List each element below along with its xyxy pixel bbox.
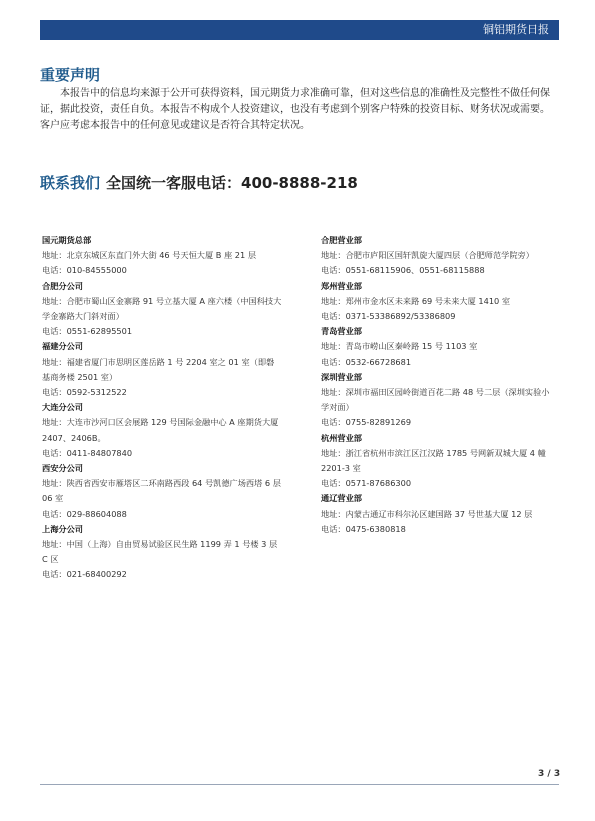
office-phone: 电话：0571-87686300 [321, 478, 412, 489]
office-name: 合肥分公司 [42, 280, 83, 291]
office-name: 深圳营业部 [321, 371, 362, 382]
office-entry [42, 339, 282, 400]
office-phone: 电话：0755-82891269 [321, 417, 412, 428]
office-phone: 电话：0371-53386892/53386809 [321, 311, 456, 322]
office-name: 上海分公司 [42, 523, 83, 534]
office-name: 福建分公司 [42, 341, 83, 352]
office-entry [321, 491, 551, 537]
office-name: 青岛营业部 [321, 326, 362, 337]
office-address: 地址：深圳市福田区园岭街道百花二路 48 号二层（深圳实验小学对面） [321, 387, 550, 413]
office-address: 地址：浙江省杭州市滨江区江汉路 1785 号网新双城大厦 4 幢 2201-3 室 [321, 447, 546, 474]
footer-divider [40, 784, 559, 785]
office-entry [321, 431, 551, 492]
office-phone: 电话：0551-62895501 [42, 326, 133, 337]
office-phone: 电话：021-68400292 [42, 569, 127, 580]
office-phone: 电话：0551-68115906、0551-68115888 [321, 265, 485, 276]
office-address: 地址：合肥市蜀山区金寨路 91 号立基大厦 A 座六楼（中国科技大学金寨路大门斜对面） [42, 295, 282, 322]
office-entry [42, 461, 282, 522]
report-title: 铜铝期货日报 [483, 23, 549, 36]
office-name: 杭州营业部 [321, 432, 362, 443]
office-phone: 电话：0532-66728681 [321, 356, 412, 367]
office-address: 地址：福建省厦门市思明区莲岳路 1 号 2204 室之 01 室（即磐基商务楼 2501 室） [42, 356, 275, 382]
office-entry [321, 279, 551, 325]
contact-label: 联系我们 [40, 174, 101, 192]
office-address: 地址：合肥市庐阳区国轩凯旋大厦四层（合肥师范学院旁） [321, 250, 534, 261]
office-address: 地址：郑州市金水区未来路 69 号未来大厦 1410 室 [321, 295, 511, 306]
office-name: 西安分公司 [42, 463, 83, 474]
office-address: 地址：大连市沙河口区会展路 129 号国际金融中心 A 座期货大厦 2407、2406B。 [42, 417, 279, 443]
office-address: 地址：陕西省西安市雁塔区二环南路西段 64 号凯德广场西塔 6 层 06 室 [42, 478, 281, 504]
offices-right-column [321, 233, 551, 537]
office-name: 合肥营业部 [321, 235, 362, 245]
office-entry [42, 400, 282, 461]
office-entry [42, 279, 282, 340]
office-address: 地址：中国（上海）自由贸易试验区民生路 1199 弄 1 号楼 3 层 C 区 [42, 539, 278, 565]
offices-left-column [42, 233, 282, 583]
office-name: 郑州营业部 [321, 280, 362, 291]
office-phone: 电话：010-84555000 [42, 265, 127, 276]
disclaimer-body: 本报告中的信息均来源于公开可获得资料，国元期货力求准确可靠，但对这些信息的准确性及完整性不做任何保证，据此投资，责任自负。本报告不构成个人投资建议，也没有考虑到个别客户特殊的投资目标、财务状况或需要。客户应考虑本报告中的任何意见或建议是否符合其特定状况。 [40, 88, 550, 131]
office-phone: 电话：0475-6380818 [321, 523, 406, 534]
office-name: 通辽营业部 [321, 493, 362, 504]
office-address: 地址：内蒙古通辽市科尔沁区建国路 37 号世基大厦 12 层 [321, 508, 533, 519]
office-phone: 电话：0411-84807840 [42, 447, 133, 458]
contact-heading [40, 172, 358, 193]
office-address: 地址：青岛市崂山区秦岭路 15 号 1103 室 [321, 341, 478, 352]
office-phone: 电话：0592-5312522 [42, 387, 127, 398]
office-entry [42, 233, 282, 279]
office-entry [321, 370, 551, 431]
contact-hotline: 全国统一客服电话：400-8888-218 [106, 174, 358, 192]
office-name: 国元期货总部 [42, 235, 92, 245]
header-bar [40, 20, 559, 40]
page-number: 3 / 3 [538, 769, 561, 779]
disclaimer-title: 重要声明 [40, 66, 101, 84]
office-address: 地址：北京东城区东直门外大街 46 号天恒大厦 B 座 21 层 [42, 250, 257, 261]
office-entry [321, 233, 551, 279]
office-phone: 电话：029-88604088 [42, 508, 127, 519]
office-entry [42, 522, 282, 583]
office-entry [321, 324, 551, 370]
office-name: 大连分公司 [42, 402, 83, 413]
